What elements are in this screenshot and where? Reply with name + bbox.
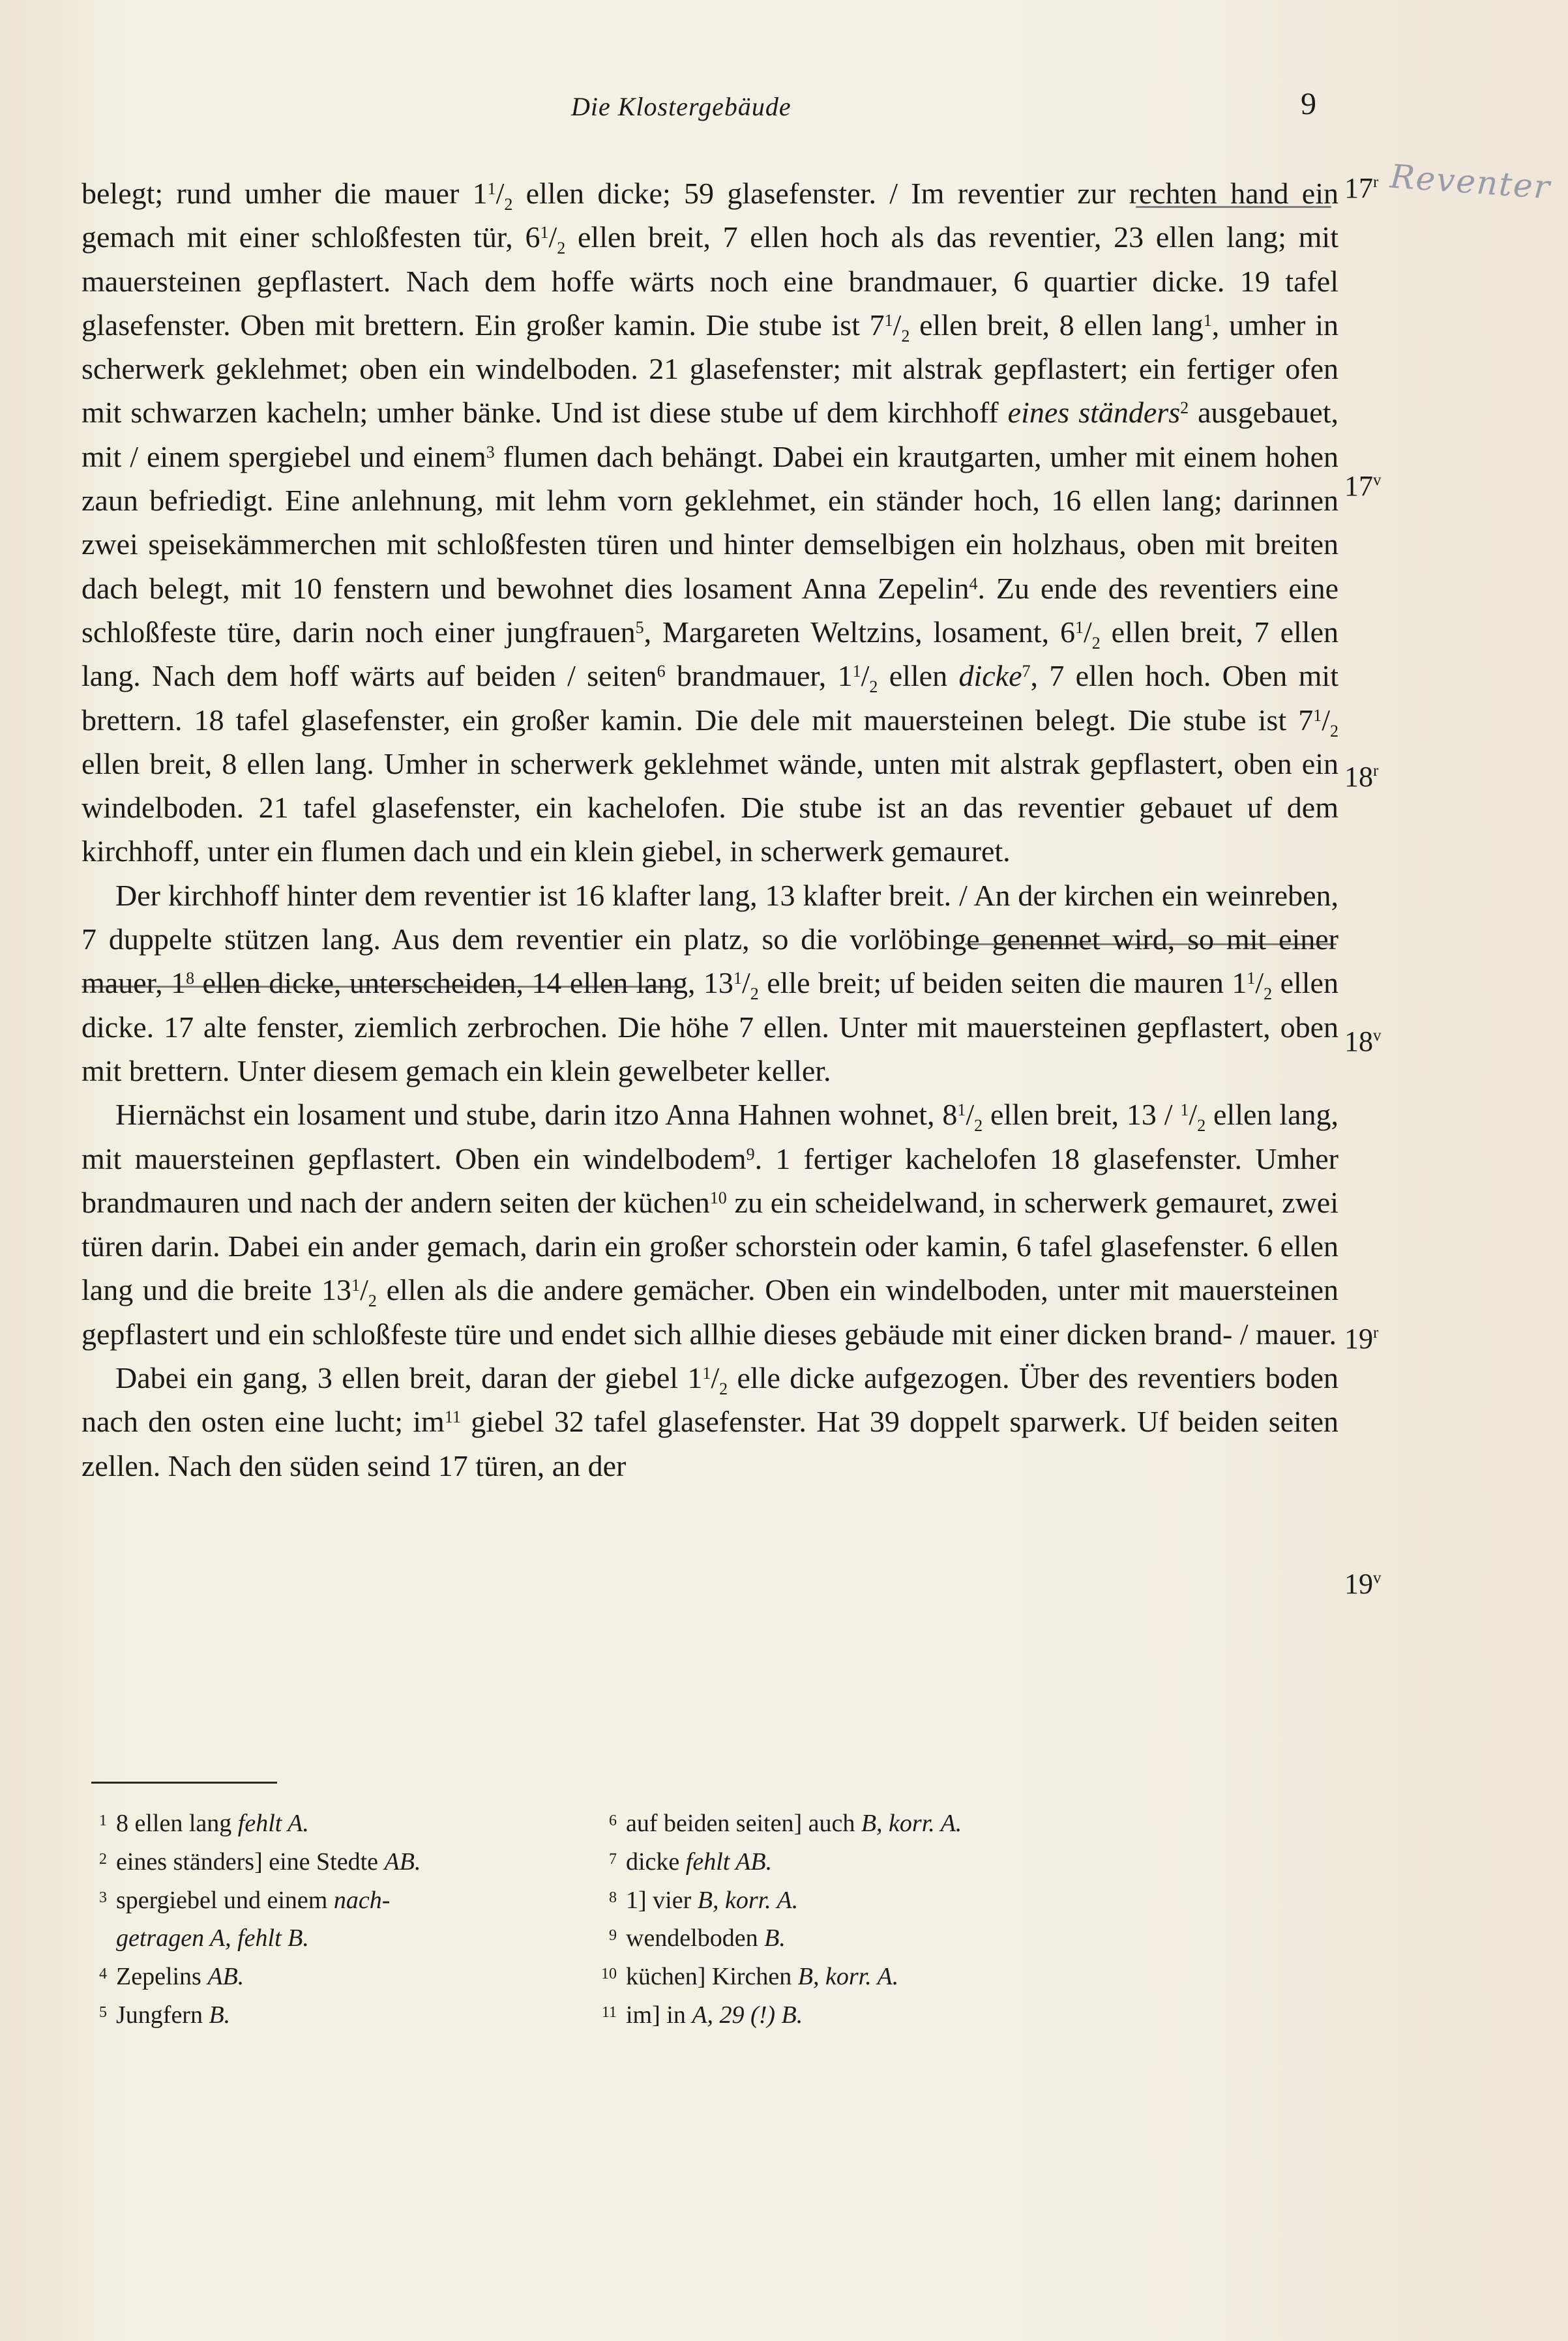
footnote-rule xyxy=(91,1782,277,1784)
paragraph: Der kirchhoff hinter dem reventier ist 16 klafter lang, 13 klafter breit. / An der kirchen ein weinreben, 7 duppelte stützen lang. Aus dem reventier ein platz, so die vorlöbinge genennet wird, so mit einer mauer, $1^8$ ellen dicke, unterscheiden, 14 ellen lang, $13^1/_2$ elle breit; uf beiden seiten die mauren $1^1/_2$ ellen dicke. 17 alte fenster, ziemlich zerbrochen. Die höhe 7 ellen. Unter mit mauersteinen gepflastert, oben mit brettern. Unter diesem gemach ein klein gewelbeter keller. xyxy=(81,878,1339,1087)
footnote: 1 8 ellen lang fehlt A. xyxy=(99,1810,309,1837)
footnote: 2 eines ständers] eine Stedte AB. xyxy=(99,1848,421,1876)
page-number: 9 xyxy=(1301,87,1316,121)
footnote: 9 wendelboden B. xyxy=(609,1924,786,1952)
footnote: 10 küchen] Kirchen B, korr. A. xyxy=(601,1963,899,1991)
folio-ref-19v: 19$^v$ xyxy=(1344,1568,1382,1600)
footnote: 5 Jungfern B. xyxy=(99,2001,231,2029)
footnote: 11 im] in A, 29 (!) B. xyxy=(601,2001,803,2029)
running-title: Die Klostergebäude xyxy=(571,92,791,121)
paragraph: belegt; rund umher die mauer $1^1/_2$ ellen dicke; 59 glasefenster. / Im reventier zur rechten hand ein gemach mit einer schloßfesten tür, $6^1/_2$ ellen breit, 7 ellen hoch als das reventier, 23 ellen lang; mit mauersteinen gepflastert. Nach dem hoffe wärts noch eine brandmauer, 6 quartier dicke. 19 tafel glasefenster. Oben mit brettern. Ein großer kamin. Die stube ist $7^1/_2$ ellen breit, 8 ellen lang$^1$, umher in scherwerk geklehmet; oben ein windelboden. 21 glasefenster; mit alstrak gepflastert; ein fertiger ofen mit schwarzen kacheln; umher bänke. Und ist diese stube uf dem kirchhoff eines ständers$^2$ ausgebauet, mit / einem spergiebel und einem$^3$ flumen dach behängt. Dabei ein krautgarten, umher mit einem hohen zaun befriedigt. Eine anlehnung, mit lehm vorn geklehmet, ein ständer hoch, 16 ellen lang; darinnen zwei speisekämmerchen mit schloßfesten türen und hinter demselbigen ein holzhaus, oben mit breiten dach belegt, mit 10 fenstern und bewohnet dies losament Anna Zepelin$^4$. Zu ende des reventiers eine schloßfeste türe, darin noch einer jungfrauen$^5$, Margareten Weltzins, losament, $6^1/_2$ ellen breit, 7 ellen lang. Nach dem hoff wärts auf beiden / seiten$^6$ brandmauer, $1^1/_2$ ellen dicke$^7$, 7 ellen hoch. Oben mit brettern. 18 tafel glasefenster, ein großer kamin. Die dele mit mauersteinen belegt. Die stube ist $7^1/_2$ ellen breit, 8 ellen lang. Umher in scherwerk geklehmet wände, unten mit alstrak gepflastert, oben ein windelboden. 21 tafel glasefenster, ein kachelofen. Die stube ist an das reventier gebauet uf dem kirchhoff, unter ein flumen dach und ein klein giebel, in scherwerk gemauret. xyxy=(81,177,1339,868)
folio-ref-18v: 18$^v$ xyxy=(1344,1025,1382,1057)
running-head xyxy=(0,87,1568,130)
footnote: 3 spergiebel und einem nach- getragen A, fehlt B. xyxy=(99,1886,391,1952)
folio-ref-17r: 17$^r$ xyxy=(1344,172,1379,204)
folio-ref-17v: 17$^v$ xyxy=(1344,470,1382,502)
footnote: 6 auf beiden seiten] auch B, korr. A. xyxy=(609,1810,962,1837)
footnote: 7 dicke fehlt AB. xyxy=(609,1848,773,1876)
footnote: 8 1] vier B, korr. A. xyxy=(609,1886,799,1914)
paragraph: Dabei ein gang, 3 ellen breit, daran der giebel $1^1/_2$ elle dicke aufgezogen. Über des reventiers boden nach den osten eine lucht; $im^{11}$ giebel 32 tafel glasefenster. Hat 39 doppelt sparwerk. Uf beiden seiten zellen. Nach den süden seind 17 türen, an der xyxy=(81,1361,1339,1482)
paragraph: Hiernächst ein losament und stube, darin itzo Anna Hahnen wohnet, $8^1/_2$ ellen breit, $13 / ^1/_2$ ellen lang, mit mauersteinen gepflastert. Oben ein windelbodem$^9$. 1 fertiger kachelofen 18 glasefenster. Umher brandmauren und nach der andern seiten der küchen$^{10}$ zu ein scheidelwand, in scherwerk gemauret, zwei türen darin. Dabei ein ander gemach, darin ein großer schorstein oder kamin, 6 tafel glasefenster. 6 ellen lang und die breite $13^1/_2$ ellen als die andere gemächer. Oben ein windelboden, unter mit mauersteinen gepflastert und ein schloßfeste türe und endet sich allhie dieses gebäude mit einer dicken brand- / mauer. xyxy=(81,1098,1339,1351)
handwritten-margin-note: Reventer xyxy=(1389,157,1552,207)
footnote: 4 Zepelins AB. xyxy=(99,1963,244,1991)
body-text xyxy=(81,171,1339,1488)
footnotes-left xyxy=(83,1804,566,2035)
footnotes-right xyxy=(593,1804,1180,2035)
folio-ref-18r: 18$^r$ xyxy=(1344,761,1379,793)
folio-ref-19r: 19$^r$ xyxy=(1344,1323,1379,1355)
